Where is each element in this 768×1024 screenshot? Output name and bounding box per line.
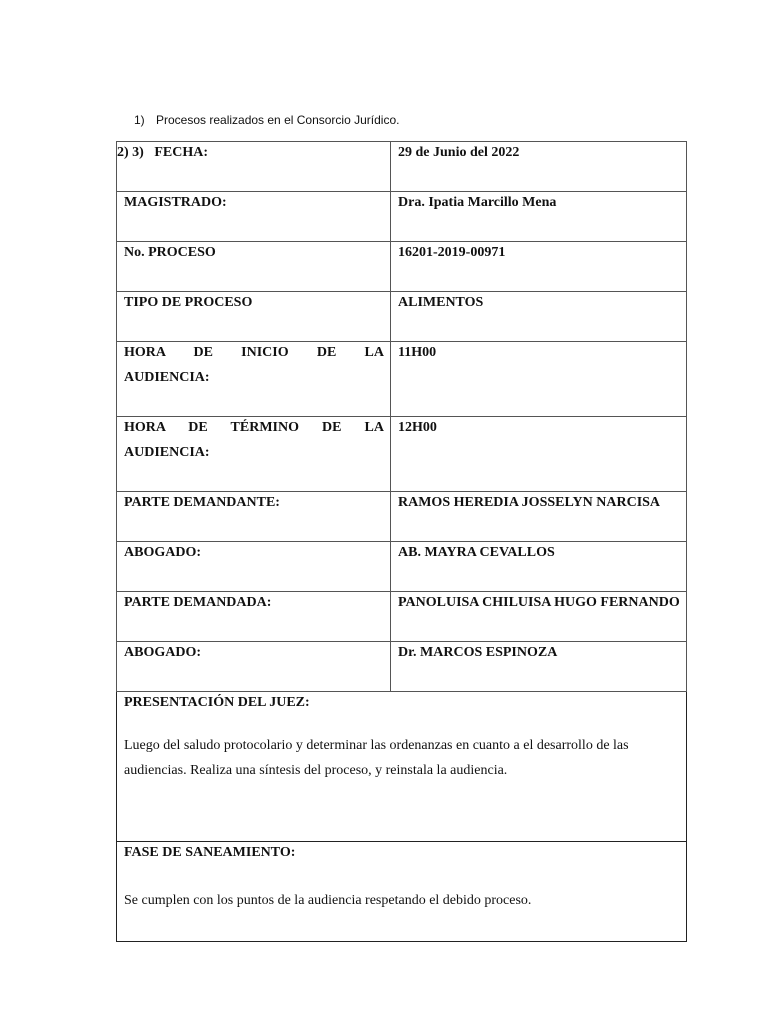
section-presentacion: [117, 692, 687, 842]
value-cell: [391, 242, 687, 292]
field-value-demandante: RAMOS HEREDIA JOSSELYN NARCISA: [398, 495, 661, 510]
section-title-presentacion: PRESENTACIÓN DEL JUEZ:: [124, 695, 310, 710]
label-cell: [117, 542, 391, 592]
table-row: [117, 417, 687, 492]
heading-text: Procesos realizados en el Consorcio Jurídico.: [156, 113, 400, 127]
field-label-fecha: FECHA:: [154, 145, 208, 160]
field-label-abogado-2: ABOGADO:: [124, 645, 201, 660]
field-value-magistrado: Dra. Ipatia Marcillo Mena: [398, 195, 557, 210]
field-value-abogado-1: AB. MAYRA CEVALLOS: [398, 545, 555, 560]
table-row: [117, 542, 687, 592]
field-value-demandada: PANOLUISA CHILUISA HUGO FERNANDO: [398, 595, 680, 610]
field-label-hora-inicio-line1: HORA DE INICIO DE LA: [124, 345, 384, 360]
label-cell: [117, 142, 391, 192]
heading-number: 1): [134, 113, 145, 127]
table-row: [117, 642, 687, 692]
section-row: [117, 692, 687, 842]
table-row: [117, 342, 687, 417]
field-label-hora-inicio-line2: AUDIENCIA:: [124, 370, 210, 385]
section-body-presentacion: Luego del saludo protocolario y determinar las ordenanzas en cuanto a el desarrollo de las audiencias. Realiza una síntesis del proceso, y reinstala la audiencia.: [124, 738, 629, 778]
field-value-hora-inicio: 11H00: [398, 345, 437, 360]
process-table: [116, 141, 687, 942]
label-cell: [117, 292, 391, 342]
section-saneamiento: [117, 842, 687, 942]
field-label-tipo: TIPO DE PROCESO: [124, 295, 253, 310]
table-row: [117, 292, 687, 342]
section-body-saneamiento: Se cumplen con los puntos de la audiencia respetando el debido proceso.: [124, 893, 532, 908]
value-cell: [391, 342, 687, 417]
table-row: [117, 592, 687, 642]
label-cell: [117, 642, 391, 692]
field-value-hora-termino: 12H00: [398, 420, 437, 435]
table-row: [117, 142, 687, 192]
label-cell: [117, 192, 391, 242]
value-cell: [391, 542, 687, 592]
field-label-magistrado: MAGISTRADO:: [124, 195, 227, 210]
field-label-demandante: PARTE DEMANDANTE:: [124, 495, 280, 510]
value-cell: [391, 192, 687, 242]
value-cell: [391, 292, 687, 342]
value-cell: [391, 492, 687, 542]
field-label-proceso: No. PROCESO: [124, 245, 216, 260]
label-cell: [117, 342, 391, 417]
field-value-tipo: ALIMENTOS: [398, 295, 484, 310]
value-cell: [391, 417, 687, 492]
label-cell: [117, 242, 391, 292]
value-cell: [391, 592, 687, 642]
label-cell: [117, 592, 391, 642]
field-value-abogado-2: Dr. MARCOS ESPINOZA: [398, 645, 558, 660]
label-cell: [117, 492, 391, 542]
label-cell: [117, 417, 391, 492]
table-row: [117, 242, 687, 292]
field-label-hora-termino-line2: AUDIENCIA:: [124, 445, 210, 460]
field-value-proceso: 16201-2019-00971: [398, 245, 506, 260]
document-heading: [134, 113, 399, 127]
table-row: [117, 192, 687, 242]
field-value-fecha: 29 de Junio del 2022: [398, 145, 520, 160]
section-title-saneamiento: FASE DE SANEAMIENTO:: [124, 845, 296, 860]
list-prefix: 2) 3): [117, 145, 144, 160]
value-cell: [391, 642, 687, 692]
table-row: [117, 492, 687, 542]
section-row: [117, 842, 687, 942]
field-label-demandada: PARTE DEMANDADA:: [124, 595, 272, 610]
value-cell: [391, 142, 687, 192]
field-label-abogado-1: ABOGADO:: [124, 545, 201, 560]
field-label-hora-termino-line1: HORA DE TÉRMINO DE LA: [124, 420, 384, 435]
